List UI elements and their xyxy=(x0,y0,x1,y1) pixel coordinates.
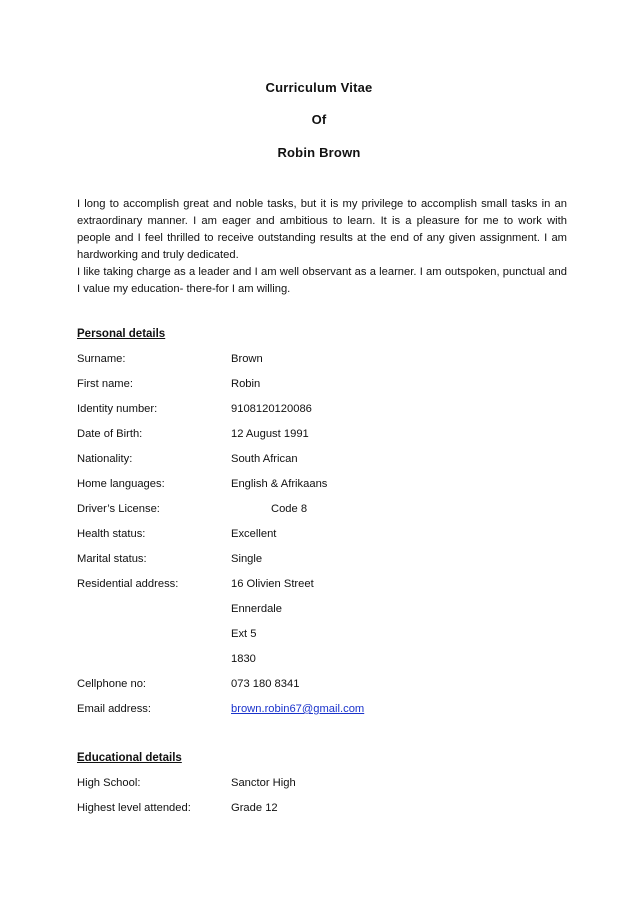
document-title-of: Of xyxy=(311,112,327,127)
detail-value: Excellent xyxy=(231,528,277,540)
personal-details-heading: Personal details xyxy=(77,328,166,340)
email-link[interactable]: brown.robin67@gmail.com xyxy=(231,703,365,715)
detail-row-highest-level xyxy=(0,802,638,818)
detail-label: Date of Birth: xyxy=(77,428,143,440)
intro-paragraph-1: I long to accomplish great and noble tasks, but it is my privilege to accomplish small tasks in an extraordinary manner. I am eager and ambitious to learn. It is a pleasure for me to work with people and I feel thrilled to receive outstanding results at the end of any given assignment. I am hardworking and truly dedicated. xyxy=(77,198,567,261)
detail-row-address-line-2 xyxy=(0,603,638,619)
detail-value: South African xyxy=(231,453,298,465)
detail-label: Identity number: xyxy=(77,403,158,415)
detail-row-first-name xyxy=(0,378,638,394)
detail-label: Home languages: xyxy=(77,478,165,490)
detail-label: Residential address: xyxy=(77,578,179,590)
detail-row-date-of-birth xyxy=(0,428,638,444)
detail-label: Highest level attended: xyxy=(77,802,191,814)
detail-label: Driver’s License: xyxy=(77,503,160,515)
detail-label: Surname: xyxy=(77,353,126,365)
detail-value: 16 Olivien Street xyxy=(231,578,314,590)
document-title: Curriculum Vitae xyxy=(265,80,373,95)
detail-value: Single xyxy=(231,553,263,565)
detail-value: Ennerdale xyxy=(231,603,283,615)
detail-value: Grade 12 xyxy=(231,802,278,814)
detail-value: 12 August 1991 xyxy=(231,428,309,440)
detail-label: Cellphone no: xyxy=(77,678,147,690)
detail-row-cellphone xyxy=(0,678,638,694)
detail-label: Email address: xyxy=(77,703,151,715)
detail-row-nationality xyxy=(0,453,638,469)
detail-label: Nationality: xyxy=(77,453,133,465)
detail-value: 1830 xyxy=(231,653,256,665)
detail-row-address-postal-code xyxy=(0,653,638,669)
detail-value: Brown xyxy=(231,353,263,365)
detail-row-marital-status xyxy=(0,553,638,569)
detail-row-high-school xyxy=(0,777,638,793)
detail-value: Sanctor High xyxy=(231,777,296,789)
candidate-name: Robin Brown xyxy=(277,145,361,160)
detail-value: English & Afrikaans xyxy=(231,478,328,490)
detail-row-address-line-3 xyxy=(0,628,638,644)
detail-value: 9108120120086 xyxy=(231,403,312,415)
detail-value: 073 180 8341 xyxy=(231,678,300,690)
detail-label: Health status: xyxy=(77,528,146,540)
intro-paragraph-2: I like taking charge as a leader and I am well observant as a learner. I am outspoken, punctual and I value my education- there-for I am willing. xyxy=(77,266,567,295)
detail-row-surname xyxy=(0,353,638,369)
detail-row-health-status xyxy=(0,528,638,544)
detail-label: Marital status: xyxy=(77,553,147,565)
educational-details-heading: Educational details xyxy=(77,752,182,764)
detail-value: Code 8 xyxy=(271,503,308,515)
detail-row-drivers-license xyxy=(0,503,638,519)
detail-value: Robin xyxy=(231,378,261,390)
detail-row-residential-address xyxy=(0,578,638,594)
detail-row-email xyxy=(0,703,638,719)
detail-label: High School: xyxy=(77,777,141,789)
detail-label: First name: xyxy=(77,378,133,390)
detail-row-identity-number xyxy=(0,403,638,419)
detail-value: Ext 5 xyxy=(231,628,257,640)
detail-row-home-languages xyxy=(0,478,638,494)
